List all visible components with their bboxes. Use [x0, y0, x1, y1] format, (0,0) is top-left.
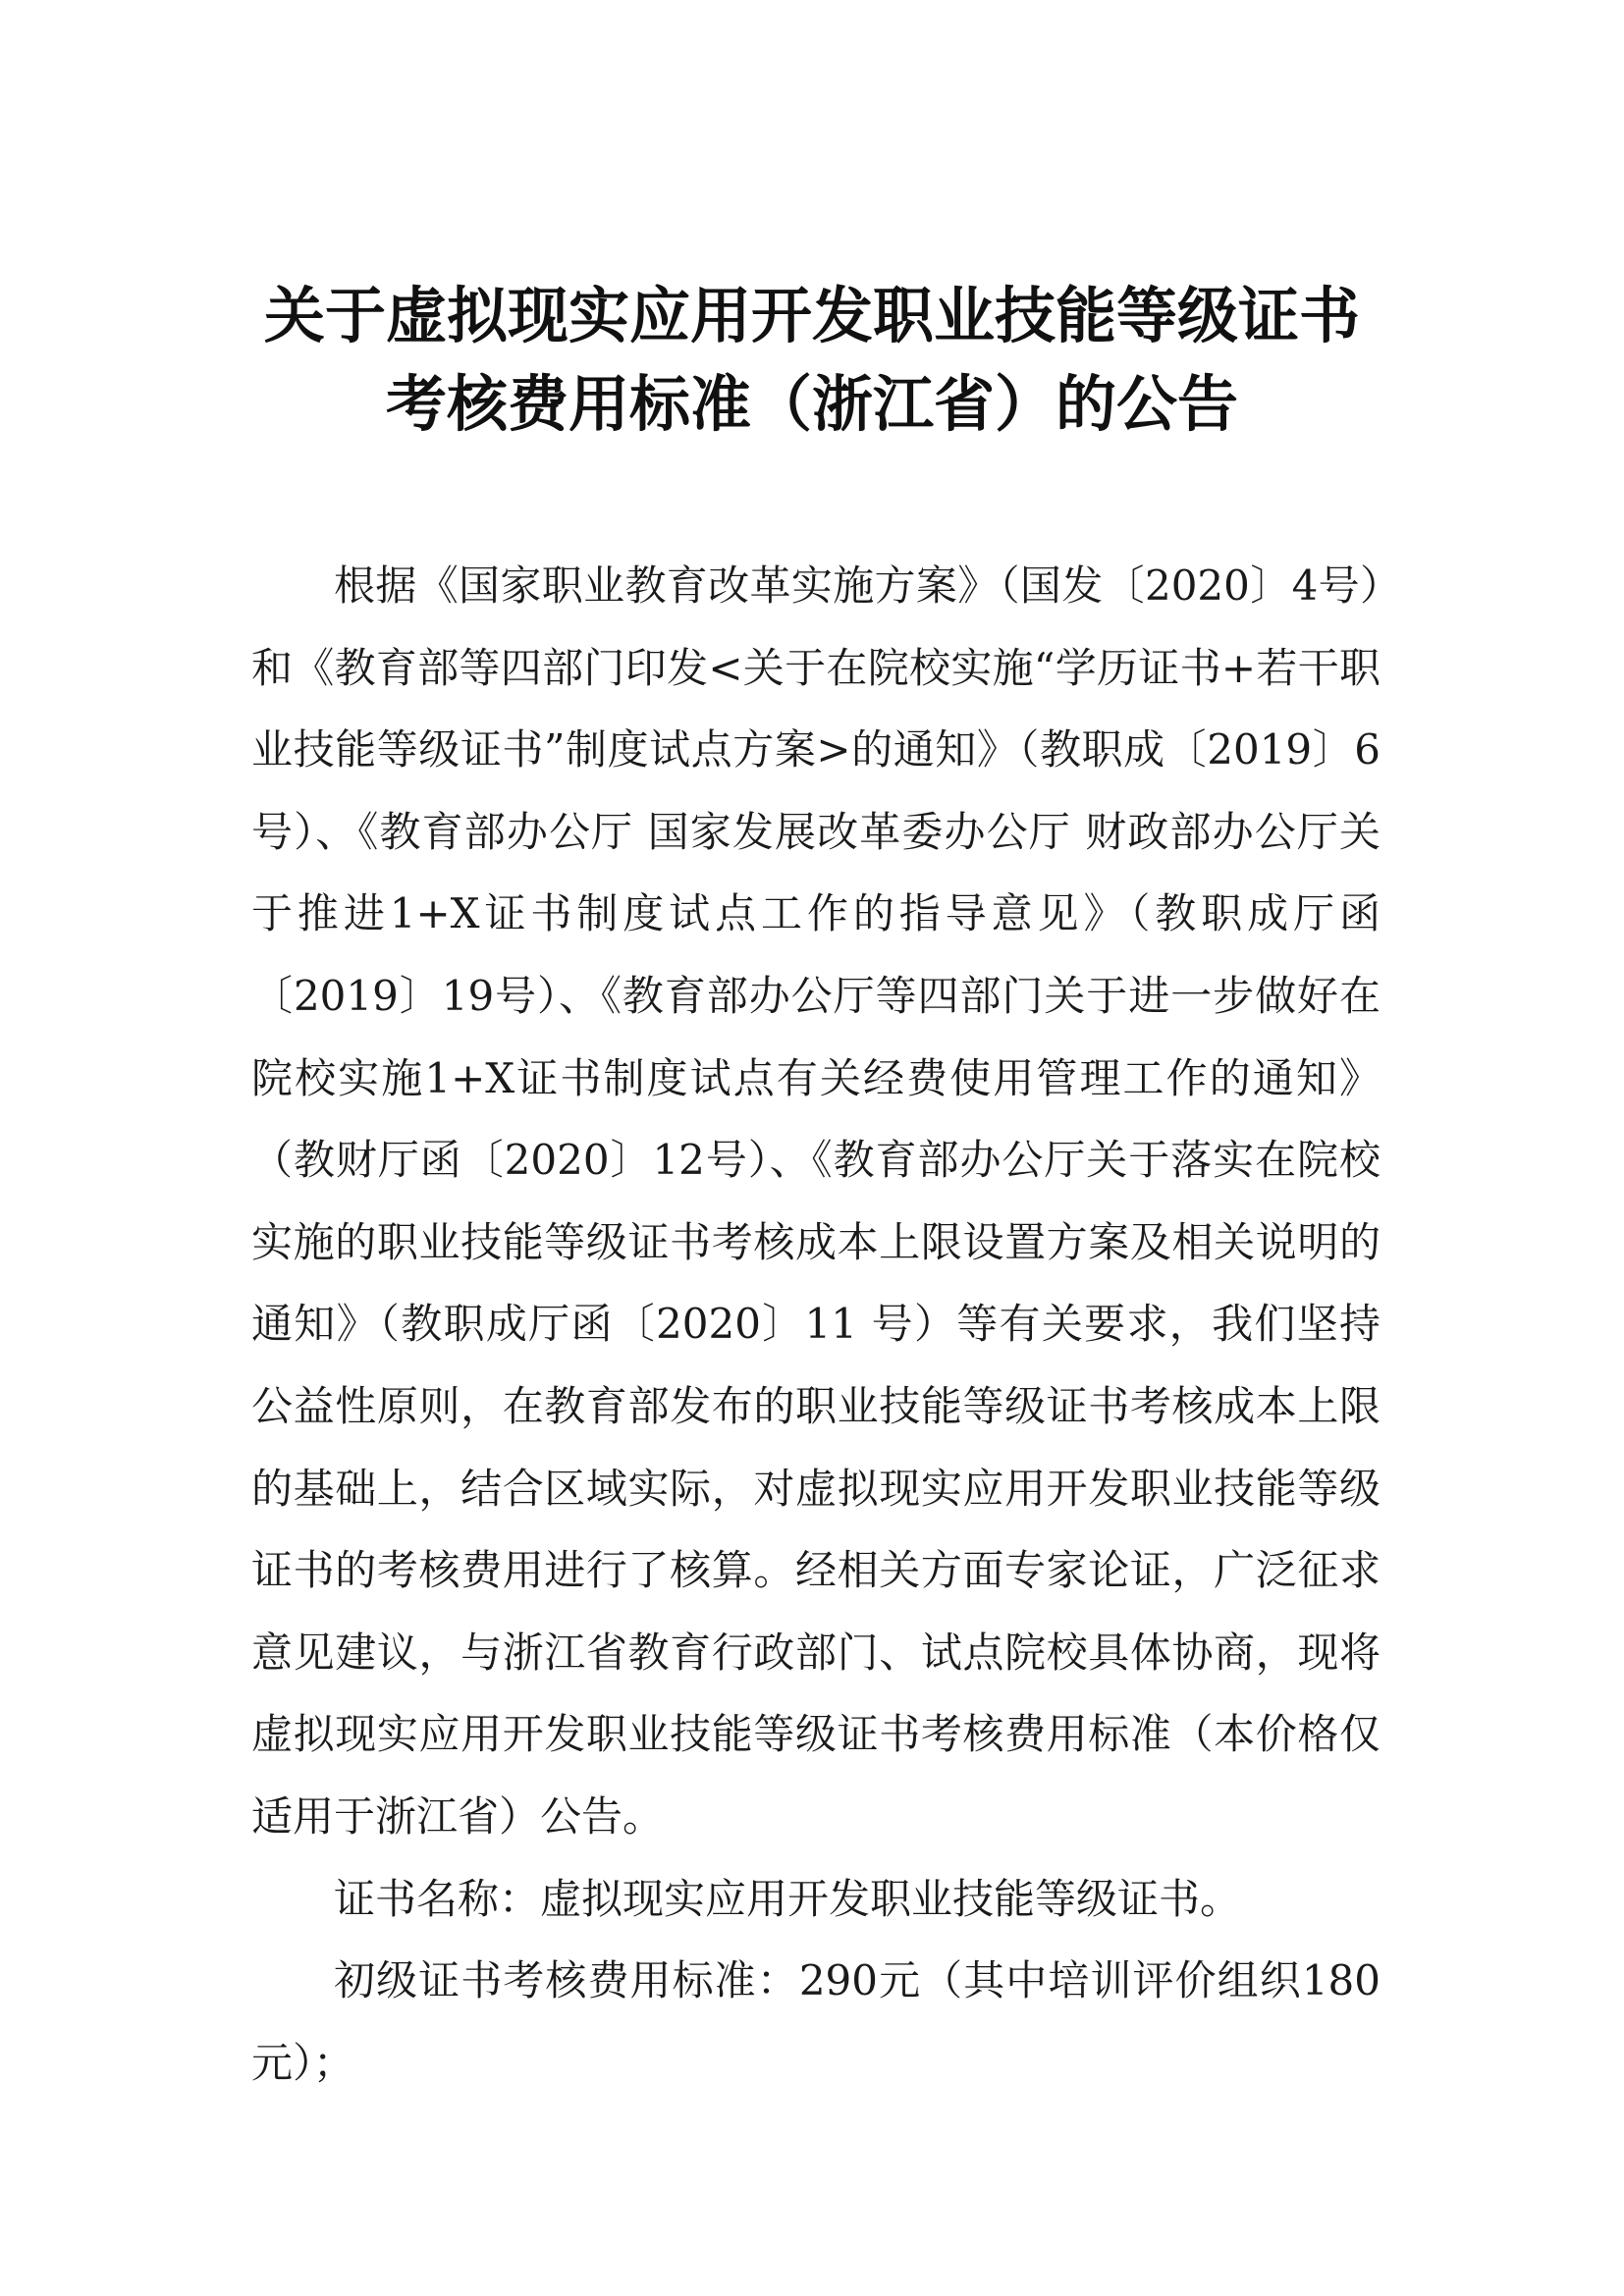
paragraph-junior-fee: 初级证书考核费用标准：290元（其中培训评价组织180元）；	[251, 1956, 1380, 2087]
document-title-line-2: 考核费用标准（浙江省）的公告	[385, 368, 1238, 440]
paragraph-certificate-name: 证书名称：虚拟现实应用开发职业技能等级证书。	[334, 1874, 1242, 1923]
document-body	[251, 545, 1380, 2104]
paragraph-basis: 根据《国家职业教育改革实施方案》（国发〔2020〕4号）和《教育部等四部门印发<关于在院校实施“学历证书+若干职业技能等级证书”制度试点方案>的通知》（教职成〔2019〕6号）、《教育部办公厅 国家发展改革委办公厅 财政部办公厅关于推进1+X证书制度试点工作的指导意见》（教职成厅函〔2019〕19号）、《教育部办公厅等四部门关于进一步做好在院校实施1+X证书制度试点有关经费使用管理工作的通知》（教财厅函〔2020〕12号）、《教育部办公厅关于落实在院校实施的职业技能等级证书考核成本上限设置方案及相关说明的通知》（教职成厅函〔2020〕11 号）等有关要求，我们坚持公益性原则，在教育部发布的职业技能等级证书考核成本上限的基础上，结合区域实际，对虚拟现实应用开发职业技能等级证书的考核费用进行了核算。经相关方面专家论证，广泛征求意见建议，与浙江省教育行政部门、试点院校具体协商，现将虚拟现实应用开发职业技能等级证书考核费用标准（本价格仅适用于浙江省）公告。	[251, 561, 1380, 1841]
document-title-line-1: 关于虚拟现实应用开发职业技能等级证书	[263, 280, 1360, 351]
